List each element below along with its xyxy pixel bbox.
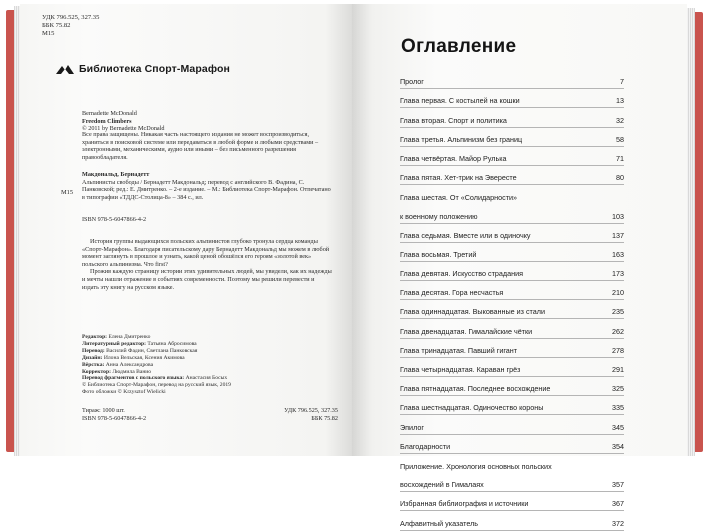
original-title: Freedom Climbers xyxy=(82,117,132,125)
credit-line: Перевод: Василий Фадин, Светлана Панковская xyxy=(82,347,198,354)
annotation xyxy=(82,238,332,291)
credit-line: Вёрстка: Анна Александрова xyxy=(82,361,154,368)
toc-entry: Глава седьмая. Вместе или в одиночку 137 xyxy=(400,224,624,243)
toc-entry: Глава четвёртая. Майор Рулька 71 xyxy=(400,147,624,166)
credit-line: Фото обложки © Krzysztof Wielicki xyxy=(82,389,166,396)
toc-entry: Глава третья. Альпинизм без границ 58 xyxy=(400,128,624,147)
toc-entry: Избранная библиография и источники 367 xyxy=(400,492,624,511)
rights-notice: Все права защищены. Никакая часть настоящего издания не может воспроизводиться, храниться в поисковой системе или передаваться в любой форме и любыми средствами – электронными, механическими, аудио или иными – без письменного разрешения правообладателя. xyxy=(82,131,319,161)
classification-codes xyxy=(42,14,132,38)
biblio-text: Альпинисты свободы / Бернадетт Макдональд; перевод с английского В. Фадина, С. Панковской; ред.: Е. Дмитренко. – 2-е издание. – М.: Библиотека Спорт-Марафон. Отпечатано в типографии «ТДДС-Столица-8» – 384 с., ил. xyxy=(82,178,331,201)
toc-entry: Глава четырнадцатая. Караван грёз 291 xyxy=(400,358,624,377)
credit-line: © Библиотека Спорт-Марафон, перевод на русский язык, 2019 xyxy=(82,382,231,389)
credit-line: Перевод фрагментов с польского языка: Анастасия Босых xyxy=(82,375,228,382)
toc-entry: Глава восьмая. Третий 163 xyxy=(400,243,624,262)
bibliographic-record xyxy=(82,171,332,201)
footer-bbk: ББК 75.82 xyxy=(311,414,338,422)
toc-entry: Глава одиннадцатая. Выкованные из стали 235 xyxy=(400,300,624,319)
toc-entry: Глава десятая. Гора несчастья 210 xyxy=(400,281,624,300)
toc-entry: Глава пятая. Хет-трик на Эвересте 80 xyxy=(400,166,624,185)
toc-entry: восхождений в Гималаях 357 xyxy=(400,473,624,492)
footer-isbn: ISBN 978-5-6047866-4-2 xyxy=(82,414,147,422)
publisher-logo-icon xyxy=(55,63,75,75)
credit-line: Дизайн: Илона Вельская, Ксения Акимова xyxy=(82,354,185,361)
toc-entry: Благодарности 354 xyxy=(400,435,624,454)
print-run-info xyxy=(82,407,192,422)
toc-entry: Глава пятнадцатая. Последнее восхождение 325 xyxy=(400,377,624,396)
toc-entry: Глава девятая. Искусство страдания 173 xyxy=(400,262,624,281)
credits xyxy=(82,334,332,396)
original-author: Bernadette McDonald xyxy=(82,110,137,117)
credit-line: Корректор: Людмила Ванио xyxy=(82,368,152,375)
biblio-author: Макдональд, Бернадетт xyxy=(82,171,150,178)
print-run: Тираж: 1000 шт. xyxy=(82,407,125,414)
annotation-paragraph: История группы выдающихся польских альпинистов глубоко тронула сердца команды «Спорт-Марафон». Благодаря писательскому дару Бернадетт Макдональд мы можем в любой момент заглянуть в прошлое и узнать, какой ценой обошёлся его героям «золотой век» польского альпинизма. Что first? xyxy=(82,238,330,268)
toc-entry: к военному положению 103 xyxy=(400,204,624,223)
footer-codes xyxy=(258,407,338,422)
table-of-contents xyxy=(400,70,624,531)
udk-code: УДК 796.525, 327.35 xyxy=(42,14,100,21)
toc-entry: Глава тринадцатая. Павший гигант 278 xyxy=(400,339,624,358)
toc-entry: Глава шестнадцатая. Одиночество короны 335 xyxy=(400,396,624,415)
original-edition xyxy=(82,110,332,133)
toc-entry: Глава шестая. От «Солидарности» xyxy=(400,193,518,203)
credit-line: Литературный редактор: Татьяна Абросимова xyxy=(82,340,197,347)
footer-udk: УДК 796.525, 327.35 xyxy=(284,407,338,414)
annotation-paragraph: Прожив каждую страницу истории этих удивительных людей, мы увидели, как их надежды и мечты нашли отражение в событиях современности. Поэтому мы решили перевести и издать эту книгу на русском языке. xyxy=(82,268,332,291)
toc-entry: Глава двенадцатая. Гималайские чётки 262 xyxy=(400,319,624,338)
toc-entry: Глава первая. С костылей на кошки 13 xyxy=(400,89,624,108)
toc-entry: Эпилог 345 xyxy=(400,415,624,434)
bbk-code: ББК 75.82 xyxy=(42,22,71,29)
toc-entry: Пролог 7 xyxy=(400,70,624,89)
publisher-name: Библиотека Спорт-Марафон xyxy=(79,63,230,75)
toc-entry: Приложение. Хронология основных польских xyxy=(400,461,552,471)
publisher-logo xyxy=(55,63,230,75)
toc-entry: Алфавитный указатель 372 xyxy=(400,511,624,530)
original-copyright: © 2011 by Bernadette McDonald xyxy=(82,125,165,133)
toc-title: Оглавление xyxy=(401,36,517,57)
toc-entry: Глава вторая. Спорт и политика 32 xyxy=(400,108,624,127)
author-mark: М15 xyxy=(42,30,55,37)
isbn-line: ISBN 978-5-6047866-4-2 xyxy=(82,216,147,223)
credit-line: Редактор: Елена Дмитренко xyxy=(82,334,151,340)
biblio-side-mark: М15 xyxy=(61,189,74,196)
